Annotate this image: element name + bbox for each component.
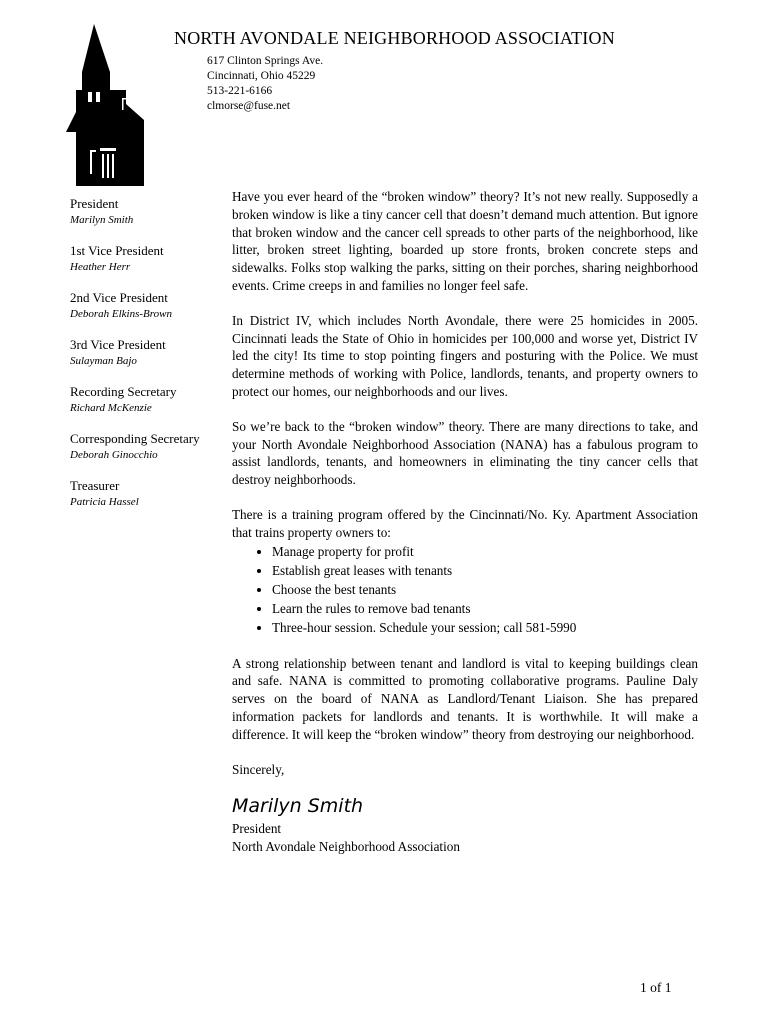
officer-title: Treasurer	[70, 478, 120, 493]
officer-title: 1st Vice President	[70, 243, 164, 258]
letter-closing: Sincerely,	[232, 761, 285, 777]
officer-corresponding-secretary	[70, 431, 220, 463]
officers-sidebar	[70, 196, 220, 525]
officer-title: Corresponding Secretary	[70, 431, 200, 446]
officer-name: Heather Herr	[70, 261, 131, 273]
contact-block	[207, 54, 323, 114]
letter-paragraph: So we’re back to the “broken window” theory. There are many directions to take, and your North Avondale Neighborhood Association (NANA) has a fabulous program to assist landlords, tenants, and homeowners in eliminating the tiny cancer cells that destroy neighborhoods.	[232, 418, 698, 488]
email-address: clmorse@fuse.net	[207, 100, 291, 112]
officer-name: Deborah Elkins-Brown	[70, 308, 172, 320]
officer-name: Sulayman Bajo	[70, 355, 137, 367]
letter-paragraph: Have you ever heard of the “broken window” theory? It’s not new really. Supposedly a broken window is like a tiny cancer cell that doesn’t demand much attention. But ignore that broken window and the cancer cell spreads to other parts of the neighborhood, like litter, broken street lighting, boarded up store fronts, broken concrete steps and sidewalks. Folks stop walking the parks, sitting on their porches, sharing neighborhood events. Crime creeps in and families no longer feel safe.	[232, 189, 698, 293]
address-street: 617 Clinton Springs Ave.	[207, 55, 324, 67]
officer-title: 2nd Vice President	[70, 290, 168, 305]
officer-name: Richard McKenzie	[70, 402, 152, 414]
training-topics-list	[232, 542, 698, 637]
officer-2nd-vice-president	[70, 290, 220, 322]
officer-title: President	[70, 196, 119, 211]
letter-paragraph: In District IV, which includes North Avondale, there were 25 homicides in 2005. Cincinnati leads the State of Ohio in homicides per 100,000 and worse yet, District IV led the city! Its time to stop pointing fingers and posturing with the Police. We must determine methods of working with Police, landlords, tenants, and property owners to protect our homes, our neighborhoods and our lives.	[232, 312, 698, 399]
officer-name: Marilyn Smith	[70, 214, 134, 226]
officer-president	[70, 196, 220, 228]
letter-body	[232, 188, 698, 856]
phone-number: 513-221-6166	[207, 85, 273, 97]
list-item: • Three-hour session. Schedule your session; call 581-5990	[272, 618, 698, 637]
officer-title: 3rd Vice President	[70, 337, 166, 352]
letter-paragraph: A strong relationship between tenant and landlord is vital to keeping buildings clean and safe. NANA is committed to promoting collaborative programs. Pauline Daly serves on the board of NANA as Landlord/Tenant Liaison. She has prepared information packets for landlords and tenants. It is worthwhile. It will make a difference. It will keep the “broken window” theory from destroying our neighborhood.	[232, 655, 698, 742]
officer-name: Deborah Ginocchio	[70, 449, 158, 461]
signer-organization: North Avondale Neighborhood Association	[232, 839, 460, 855]
list-item: • Learn the rules to remove bad tenants	[272, 599, 698, 618]
list-item: • Establish great leases with tenants	[272, 561, 698, 580]
officer-1st-vice-president	[70, 243, 220, 275]
church-tower-logo	[66, 20, 146, 188]
list-item: • Manage property for profit	[272, 542, 698, 561]
officer-recording-secretary	[70, 384, 220, 416]
list-item: • Choose the best tenants	[272, 580, 698, 599]
officer-3rd-vice-president	[70, 337, 220, 369]
page-number: 1 of 1	[640, 980, 672, 995]
signer-title: President	[232, 821, 282, 837]
officer-name: Patricia Hassel	[70, 496, 139, 508]
address-city: Cincinnati, Ohio 45229	[207, 70, 316, 82]
officer-title: Recording Secretary	[70, 384, 177, 399]
letter-paragraph: There is a training program offered by the Cincinnati/No. Ky. Apartment Association that trains property owners to:	[232, 506, 698, 540]
organization-name: NORTH AVONDALE NEIGHBORHOOD ASSOCIATION	[174, 28, 615, 48]
signature: Marilyn Smith	[232, 795, 364, 818]
officer-treasurer	[70, 478, 220, 510]
